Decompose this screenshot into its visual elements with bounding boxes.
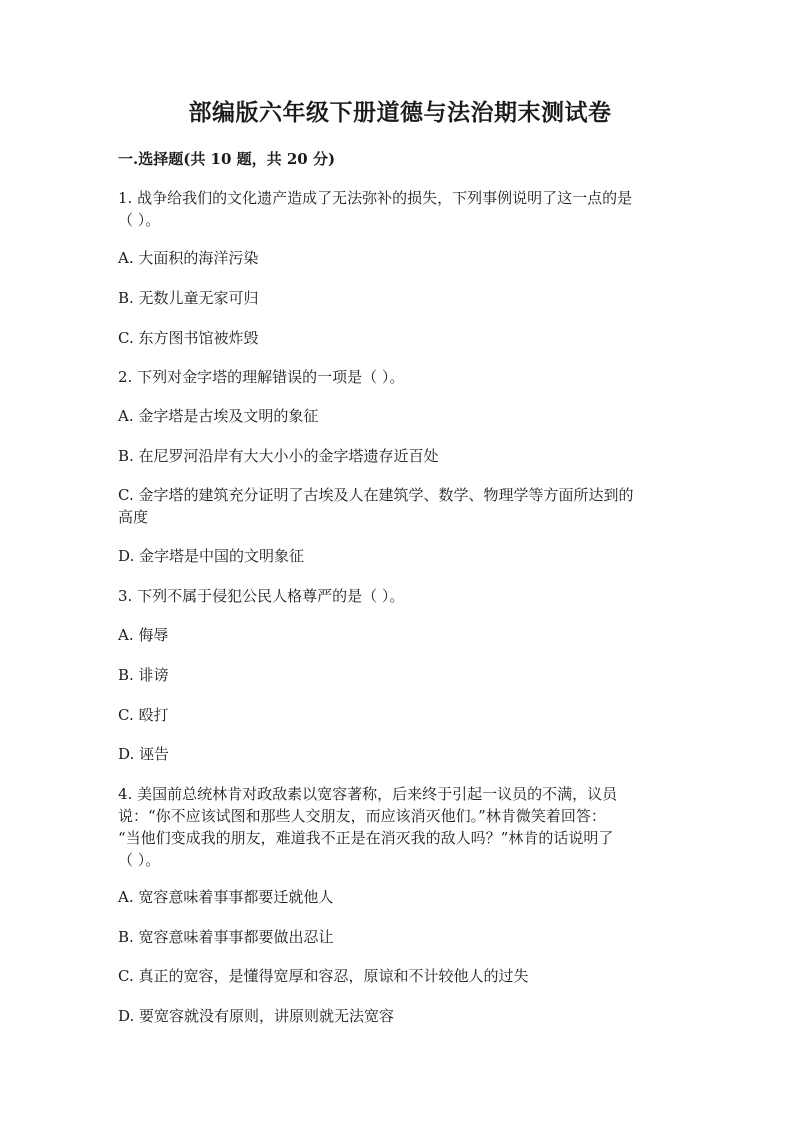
question-2-option-a: A. 金字塔是古埃及文明的象征 bbox=[118, 407, 319, 425]
question-4-option-d: D. 要宽容就没有原则，讲原则就无法宽容 bbox=[118, 1007, 395, 1025]
exam-title: 部编版六年级下册道德与法治期末测试卷 bbox=[188, 99, 612, 126]
question-1-option-c: C. 东方图书馆被炸毁 bbox=[118, 329, 259, 347]
question-2-option-d: D. 金字塔是中国的文明象征 bbox=[118, 547, 305, 565]
question-3-option-d: D. 诬告 bbox=[118, 745, 170, 763]
question-4-stem-line-1: 4. 美国前总统林肯对政敌素以宽容著称，后来终于引起一议员的不满，议员 bbox=[118, 785, 618, 803]
question-2-option-c-line-1: C. 金字塔的建筑充分证明了古埃及人在建筑学、数学、物理学等方面所达到的 bbox=[118, 486, 634, 504]
question-3-option-b: B. 诽谤 bbox=[118, 666, 169, 684]
question-4-stem-line-3: “当他们变成我的朋友，难道我不正是在消灭我的敌人吗？”林肯的话说明了 bbox=[118, 829, 614, 847]
question-2-stem: 2. 下列对金字塔的理解错误的一项是（ ）。 bbox=[118, 368, 405, 386]
question-4-option-c: C. 真正的宽容，是懂得宽厚和容忍，原谅和不计较他人的过失 bbox=[118, 967, 529, 985]
question-1-option-b: B. 无数儿童无家可归 bbox=[118, 289, 259, 307]
question-3-option-a: A. 侮辱 bbox=[118, 626, 169, 644]
question-4-stem-line-2: 说：“你不应该试图和那些人交朋友，而应该消灭他们。”林肯微笑着回答： bbox=[118, 807, 606, 825]
question-3-option-c: C. 殴打 bbox=[118, 706, 169, 724]
question-2-option-b: B. 在尼罗河沿岸有大大小小的金字塔遗存近百处 bbox=[118, 447, 439, 465]
question-4-option-a: A. 宽容意味着事事都要迁就他人 bbox=[118, 888, 334, 906]
question-1-option-a: A. 大面积的海洋污染 bbox=[118, 249, 259, 267]
section-heading: 一.选择题(共 10 题，共 20 分) bbox=[118, 150, 336, 168]
question-1-stem-line-2: （ ）。 bbox=[118, 211, 161, 229]
question-4-option-b: B. 宽容意味着事事都要做出忍让 bbox=[118, 928, 334, 946]
question-1-stem-line-1: 1. 战争给我们的文化遗产造成了无法弥补的损失，下列事例说明了这一点的是 bbox=[118, 189, 633, 207]
question-2-option-c-line-2: 高度 bbox=[118, 508, 149, 526]
question-3-stem: 3. 下列不属于侵犯公民人格尊严的是（ ）。 bbox=[118, 587, 405, 605]
question-4-stem-line-4: （ ）。 bbox=[118, 851, 161, 869]
